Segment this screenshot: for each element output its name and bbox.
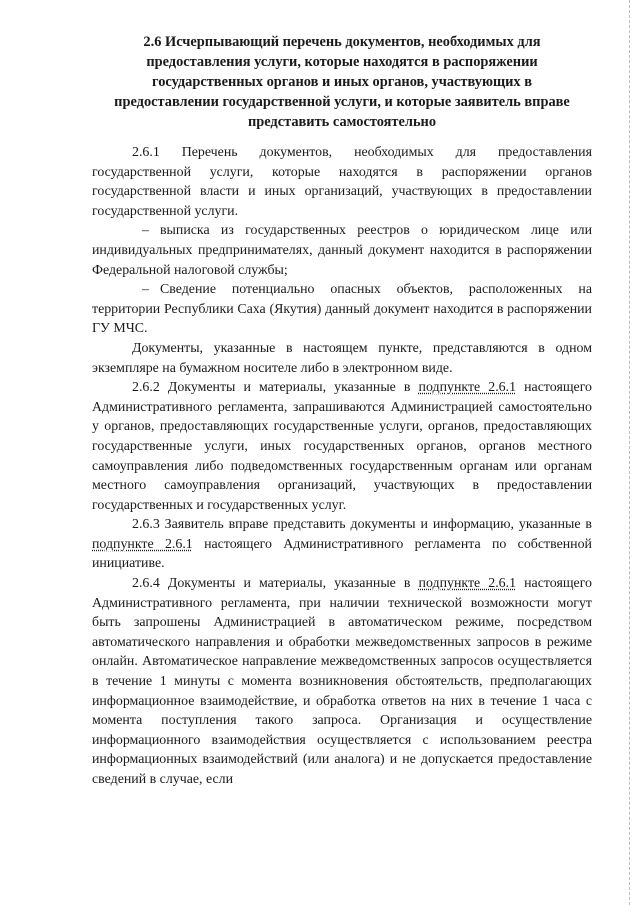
- section-heading: 2.6 Исчерпывающий перечень документов, необходимых для предоставления услуги, которые находятся в распоряжении государственных органов и иных органов, участвующих в предоставлении государственной услуги, и которые заявитель вправе представить самостоятельно: [114, 34, 570, 130]
- paragraph-text: 2.6.2 Документы и материалы, указанные в: [132, 380, 419, 396]
- document-body: [92, 143, 592, 790]
- dash-bullet: –: [142, 223, 149, 239]
- paragraph-text: настоящего Административного регламента, запрашиваются Администрацией самостоятельно у органов, предоставляющих государственные услуги, органов, предоставляющих государственные услуги, иных государственных органов, органов местного самоуправления либо подведомственных государственным органам или органам местного самоуправления организаций, участвующих в предоставлении государственных и государственных услуг.: [92, 380, 592, 513]
- paragraph-text: 2.6.3 Заявитель вправе представить документы и информацию, указанные в: [132, 517, 592, 533]
- dash-bullet: –: [142, 282, 149, 298]
- list-item-text: Сведение потенциально опасных объектов, расположенных на территории Республики Саха (Якутия) данный документ находится в распоряжении ГУ МЧС.: [92, 282, 592, 337]
- subclause-link[interactable]: подпункте 2.6.1: [418, 380, 517, 396]
- list-item-tax-service: [92, 221, 592, 280]
- paragraph-2-6-1: 2.6.1 Перечень документов, необходимых для предоставления государственной услуги, которые находятся в распоряжении органов государственной власти и иных организаций, участвующих в предоставлении государственной услуги.: [92, 145, 592, 219]
- paragraph-text: настоящего Административного регламента, при наличии технической возможности могут быть запрошены Администрацией в автоматическом режиме, посредством автоматического направления и обработки межведомственных запросов в режиме онлайн. Автоматическое направление межведомственных запросов осуществляется в течение 1 минуты с момента возникновения обстоятельств, предполагающих информационное взаимодействие, и обработка ответов на них в течение 1 часа с момента поступления такого запроса. Организация и осуществление информационного взаимодействия осуществляется с использованием реестра информационных взаимодействий (или аналога) и не допускается предоставление сведений в случае, если: [92, 576, 592, 787]
- paragraph-2-6-2: [92, 378, 592, 515]
- paragraph-2-6-3: [92, 515, 592, 574]
- page-edge-line: [629, 0, 630, 905]
- paragraph-2-6-4: [92, 574, 592, 790]
- paragraph-text: 2.6.4 Документы и материалы, указанные в: [132, 576, 419, 592]
- list-item-text: выписка из государственных реестров о юридическом лице или индивидуальных предпринимателях, данный документ находится в распоряжении Федеральной налоговой службы;: [92, 223, 592, 278]
- subclause-link[interactable]: подпункте 2.6.1: [92, 536, 193, 552]
- paragraph-documents-form: Документы, указанные в настоящем пункте, представляются в одном экземпляре на бумажном носителе либо в электронном виде.: [92, 340, 592, 376]
- paragraph-text: настоящего Административного регламента по собственной инициативе.: [92, 536, 592, 572]
- subclause-link[interactable]: подпункте 2.6.1: [418, 576, 517, 592]
- list-item-emergency-ministry: [92, 280, 592, 339]
